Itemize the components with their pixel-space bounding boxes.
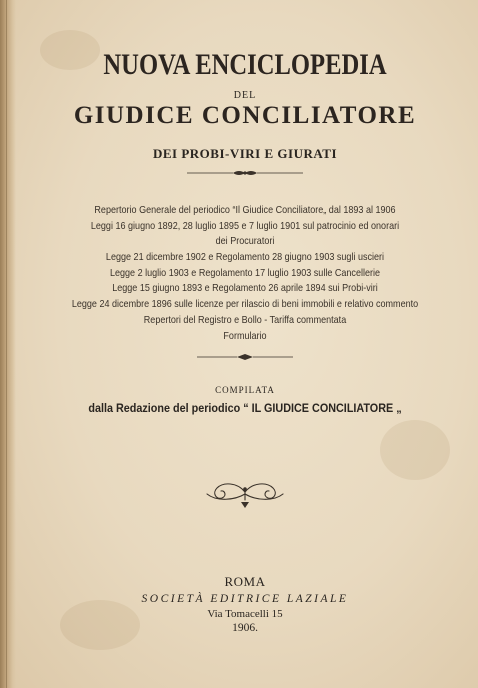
title-line-1: NUOVA ENCICLOPEDIA	[103, 48, 387, 81]
contents-line: Legge 2 luglio 1903 e Regolamento 17 luglio 1903 sulle Cancellerie	[109, 266, 381, 279]
imprint-address: Via Tomacelli 15	[207, 608, 283, 620]
imprint-year: 1906.	[232, 622, 258, 634]
title-line-2: DEL	[233, 90, 257, 101]
imprint-publisher: SOCIETÀ EDITRICE LAZIALE	[141, 593, 349, 605]
contents-line: dei Procuratori	[215, 235, 275, 248]
subtitle: DEI PROBI-VIRI E GIURATI	[152, 146, 338, 161]
fleuron-ornament-icon	[203, 478, 287, 512]
contents-line: Leggi 16 giugno 1892, 28 luglio 1895 e 7 luglio 1901 sul patrocinio ed onorari	[90, 219, 400, 232]
title-line-3: GIUDICE CONCILIATORE	[73, 102, 417, 129]
imprint-city: ROMA	[224, 574, 266, 589]
contents-line: Repertorio Generale del periodico “Il Giudice Conciliatore„ dal 1893 al 1906	[94, 204, 396, 216]
compiled-by: dalla Redazione del periodico “ IL GIUDICE CONCILIATORE „	[88, 401, 402, 415]
contents-line: Legge 15 giugno 1893 e Regolamento 26 aprile 1894 sui Probi-viri	[112, 282, 378, 295]
book-spine-edge	[0, 0, 16, 688]
paper-stain	[380, 420, 450, 480]
compiled-label: COMPILATA	[215, 385, 275, 395]
spine-fold-line	[6, 0, 7, 688]
divider-ornament-icon	[185, 352, 305, 362]
contents-line: Legge 24 dicembre 1896 sulle licenze per rilascio di beni immobili e relativo commento	[71, 298, 419, 311]
contents-line: Formulario	[223, 329, 267, 342]
contents-line: Repertori del Registro e Bollo - Tariffa commentata	[143, 313, 347, 326]
contents-list	[50, 203, 440, 344]
contents-line: Legge 21 dicembre 1902 e Regolamento 28 giugno 1903 sugli uscieri	[105, 251, 385, 264]
divider-ornament-icon	[185, 168, 305, 178]
